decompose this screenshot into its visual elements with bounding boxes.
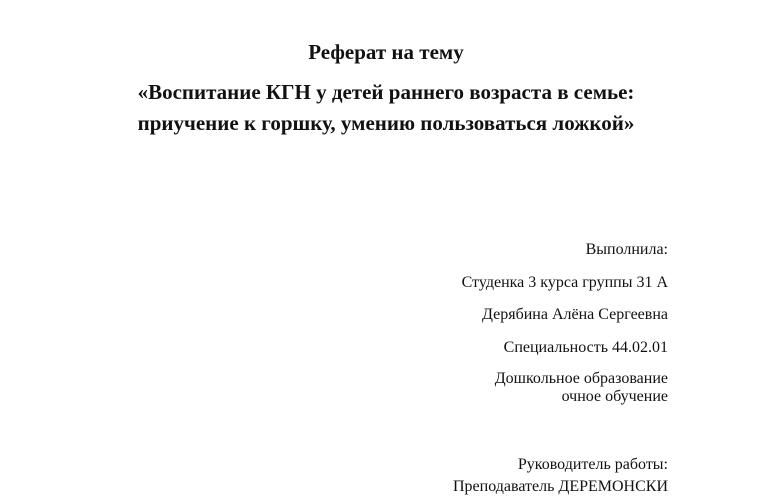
study-form: очное обучение — [561, 388, 668, 405]
performed-label: Выполнила: — [585, 241, 668, 258]
student-name: Дерябина Алёна Сергеевна — [482, 306, 668, 323]
supervisor-name-cut: Преподаватель ДЕРЕМОНСКИ — [453, 478, 668, 495]
specialty-code: Специальность 44.02.01 — [503, 339, 668, 356]
topic-line-1: «Воспитание КГН у детей раннего возраста в семье: — [137, 80, 635, 104]
topic-line-2: приучение к горшку, умению пользоваться ложкой» — [137, 111, 635, 135]
student-info: Студенка 3 курса группы 31 А — [461, 274, 668, 291]
document-title: Реферат на тему — [308, 40, 464, 64]
supervisor-label: Руководитель работы: — [517, 456, 668, 473]
program-name: Дошкольное образование — [494, 370, 668, 387]
